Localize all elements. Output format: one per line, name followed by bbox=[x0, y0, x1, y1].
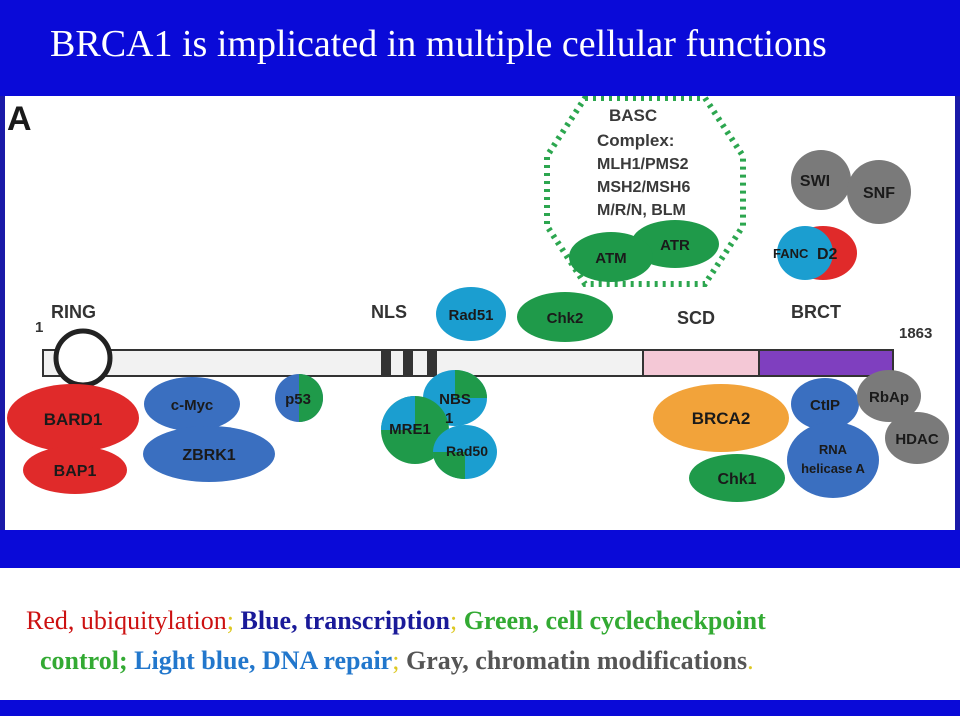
rna-helicase-label-a: RNA bbox=[818, 442, 848, 457]
nls-segment-2 bbox=[403, 350, 413, 376]
brca1-diagram bbox=[5, 96, 955, 532]
rna-helicase-label-b: helicase A bbox=[801, 461, 865, 476]
ring-domain-circle bbox=[56, 331, 110, 385]
caption-sep-3: ; bbox=[392, 646, 400, 675]
basc-title: BASC bbox=[609, 106, 658, 125]
rad50-label: Rad50 bbox=[445, 443, 489, 459]
title-bar bbox=[0, 0, 960, 96]
caption-line-2 bbox=[40, 646, 754, 676]
fancd2-label-a: FANC bbox=[773, 246, 809, 261]
caption-green-1: Green, cell cyclecheckpoint bbox=[463, 606, 766, 635]
cmyc-label: c-Myc bbox=[170, 397, 214, 414]
basc-member-3: M/R/N, BLM bbox=[597, 202, 686, 219]
basc-member-2: MSH2/MSH6 bbox=[597, 179, 691, 196]
nls-segment-1 bbox=[381, 350, 391, 376]
swi-label: SWI bbox=[799, 173, 831, 190]
basc-member-1: MLH1/PMS2 bbox=[597, 156, 689, 173]
hdac-label: HDAC bbox=[895, 431, 939, 448]
fancd2-label-b: D2 bbox=[817, 246, 838, 263]
chk1-label: Chk1 bbox=[717, 471, 757, 488]
brca2-label: BRCA2 bbox=[691, 409, 751, 428]
nls-segment-3 bbox=[427, 350, 437, 376]
atm-label: ATM bbox=[595, 250, 627, 267]
scd-domain-label: SCD bbox=[677, 308, 716, 328]
caption-light-blue: Light blue, DNA repair bbox=[134, 646, 393, 675]
mre11-label-a: MRE1 bbox=[389, 421, 431, 438]
caption-gray: Gray, chromatin modifications bbox=[405, 646, 748, 675]
ring-domain-label: RING bbox=[51, 302, 96, 322]
panel-label: A bbox=[7, 100, 32, 138]
caption-end: . bbox=[747, 646, 754, 675]
bap1-label: BAP1 bbox=[53, 463, 97, 480]
p53-label: p53 bbox=[285, 391, 311, 408]
nls-domain-label: NLS bbox=[371, 302, 407, 322]
ctip-label: CtIP bbox=[810, 397, 840, 414]
bard1-label: BARD1 bbox=[43, 410, 103, 429]
atr-label: ATR bbox=[660, 237, 690, 254]
rad51-label: Rad51 bbox=[448, 307, 494, 324]
basc-subtitle: Complex: bbox=[597, 131, 675, 150]
right-edge-strip bbox=[955, 96, 960, 536]
start-residue-label: 1 bbox=[35, 319, 44, 336]
snf-label: SNF bbox=[863, 185, 895, 202]
chk2-label: Chk2 bbox=[546, 310, 584, 327]
caption-blue: Blue, transcription bbox=[240, 606, 450, 635]
caption-red: Red, ubiquitylation bbox=[26, 606, 227, 635]
rna-helicase-ellipse bbox=[787, 422, 879, 498]
brct-domain-label: BRCT bbox=[791, 302, 841, 322]
mre11-label-b: 1 bbox=[445, 410, 454, 427]
brct-segment bbox=[759, 350, 893, 376]
bottom-blue-strip bbox=[0, 700, 960, 716]
caption-sep-2: ; bbox=[449, 606, 458, 635]
end-residue-label: 1863 bbox=[899, 325, 933, 342]
nbs-label: NBS bbox=[439, 391, 471, 408]
slide-title: BRCA1 is implicated in multiple cellular functions bbox=[50, 23, 827, 65]
caption-line-1 bbox=[26, 606, 766, 636]
lower-blue-band bbox=[0, 530, 960, 568]
zbrk1-label: ZBRK1 bbox=[182, 447, 236, 464]
scd-segment bbox=[643, 350, 759, 376]
rbap-label: RbAp bbox=[869, 389, 909, 406]
caption-sep-1: ; bbox=[226, 606, 234, 635]
caption-green-2: control; bbox=[40, 646, 128, 675]
